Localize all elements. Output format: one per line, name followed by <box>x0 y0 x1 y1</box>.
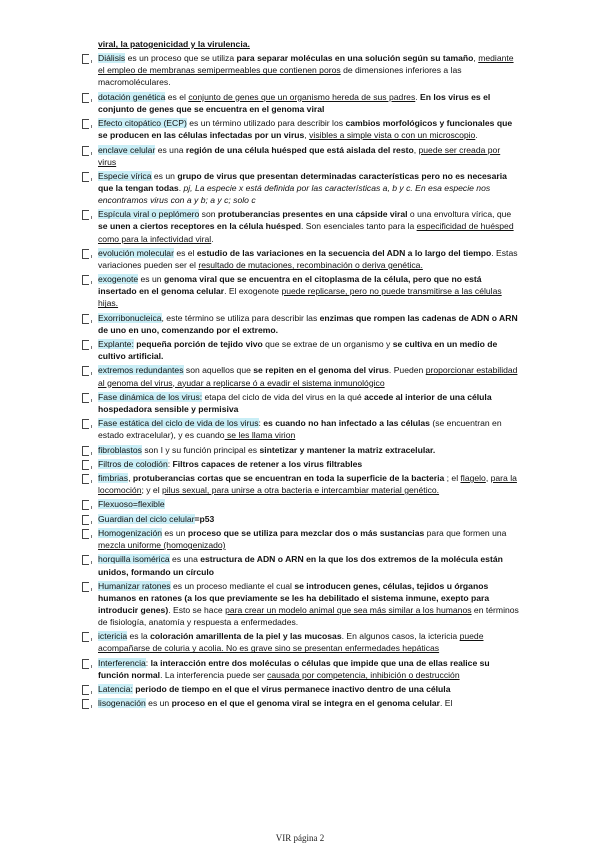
glossary-entry <box>80 444 520 456</box>
bracket-marker-icon <box>82 210 89 220</box>
glossary-term: Filtros de colodión <box>98 458 168 469</box>
glossary-term: Efecto citopático (ECP) <box>98 118 187 129</box>
glossary-entry <box>80 553 520 577</box>
bracket-marker-icon <box>82 529 89 539</box>
bracket-marker-icon <box>82 54 89 64</box>
glossary-text: , este término se utiliza para describir las <box>161 312 320 323</box>
glossary-list <box>80 38 520 712</box>
glossary-text: es el <box>165 91 189 102</box>
glossary-text: es un proceso mediante el cual <box>170 580 295 591</box>
glossary-text: es cuando no han infectado a las células <box>263 418 430 429</box>
bracket-marker-icon <box>82 515 89 525</box>
glossary-text: región de una célula huésped que está aislada del resto <box>185 144 414 155</box>
continued-text <box>80 38 520 50</box>
bracket-marker-icon <box>82 119 89 129</box>
bracket-marker-icon <box>82 500 89 510</box>
glossary-text: . <box>178 182 184 193</box>
glossary-text: (se encuentran en estado extracelular), y es cuando <box>98 418 502 441</box>
glossary-text: proporcionar estabilidad al genoma del virus, ayudar a replicarse ó a evadir el sistema inmunológico <box>98 365 518 388</box>
glossary-entry <box>80 312 520 336</box>
bracket-marker-icon <box>82 460 89 470</box>
glossary-text: =p53 <box>194 513 215 524</box>
bracket-marker-icon <box>82 366 89 376</box>
glossary-text: . Estas variaciones pueden ser el <box>98 247 518 270</box>
glossary-entry <box>80 391 520 415</box>
glossary-text: . En algunos casos, la ictericia <box>341 631 460 642</box>
glossary-text: . <box>211 233 214 244</box>
glossary-text: : <box>167 458 173 469</box>
glossary-text: : <box>258 418 264 429</box>
glossary-text: cambios morfológicos y funcionales que se producen en las células infectadas por un virus <box>98 118 513 141</box>
glossary-text: estructura de ADN o ARN en la que los dos extremos de la molécula están unidos, formando un círculo <box>98 554 503 577</box>
bracket-marker-icon <box>82 314 89 324</box>
glossary-text: es un <box>162 528 188 539</box>
glossary-text: sintetizar y mantener la matriz extracelular. <box>259 444 436 455</box>
glossary-text: la interacción entre dos moléculas o células que impide que una de ellas realice su función normal <box>98 657 490 680</box>
glossary-text: proceso que se utiliza para mezclar dos o más sustancias <box>187 528 425 539</box>
glossary-text: es una <box>169 554 201 565</box>
glossary-entry <box>80 338 520 362</box>
bracket-marker-icon <box>82 275 89 285</box>
glossary-text: flagelo <box>460 473 486 484</box>
bracket-marker-icon <box>82 699 89 709</box>
bracket-marker-icon <box>82 582 89 592</box>
bracket-marker-icon <box>82 474 89 484</box>
glossary-text: . El exogenote <box>224 286 282 297</box>
glossary-text: grupo de virus que presentan determinadas características pero no es necesaria que la tengan todas <box>98 170 507 193</box>
bracket-marker-icon <box>82 172 89 182</box>
glossary-text: coloración amarillenta de la piel y las mucosas <box>150 631 342 642</box>
glossary-term: Humanizar ratones <box>98 580 171 591</box>
glossary-text: es un proceso que se utiliza <box>125 53 237 64</box>
glossary-entry <box>80 657 520 681</box>
glossary-term: Especie vírica <box>98 170 152 181</box>
bracket-marker-icon <box>82 340 89 350</box>
glossary-term: horquilla isomérica <box>98 554 170 565</box>
glossary-text: Filtros capaces de retener a los virus filtrables <box>172 458 363 469</box>
glossary-text: conjunto de genes que un organismo hereda de sus padres <box>188 91 416 102</box>
bracket-marker-icon <box>82 446 89 456</box>
glossary-text: accede al interior de una célula hospedadora sensible y permisiva <box>98 391 492 414</box>
glossary-text: es el <box>173 247 197 258</box>
glossary-entry <box>80 458 520 470</box>
glossary-text: . <box>475 130 478 141</box>
bracket-marker-icon <box>82 685 89 695</box>
glossary-text: para que formen una <box>424 528 507 539</box>
glossary-term: Exorribonucleica <box>98 312 162 323</box>
glossary-term: dotación genética <box>98 91 166 102</box>
glossary-text: . Son esenciales tanto para la <box>301 221 417 232</box>
glossary-text: . La interferencia puede ser <box>160 669 268 680</box>
glossary-entry <box>80 513 520 525</box>
glossary-entry <box>80 417 520 441</box>
glossary-text: son I y su función principal es <box>141 444 260 455</box>
glossary-text: : <box>145 657 151 668</box>
glossary-text: ; y el <box>141 485 163 496</box>
glossary-text: visibles a simple vista o con un microscopio <box>309 130 476 141</box>
glossary-text: proceso en el que el genoma viral se integra en el genoma celular <box>171 698 441 709</box>
glossary-entry <box>80 91 520 115</box>
glossary-term: Fase estática del ciclo de vida de los virus <box>98 418 259 429</box>
glossary-entry <box>80 364 520 388</box>
bracket-marker-icon <box>82 249 89 259</box>
glossary-text: pj, La especie x está definida por las características a, b y c. En esa especie nos encontramos virus con a y b; a y c; solo c <box>98 182 491 206</box>
glossary-term: Espícula viral o peplómero <box>98 209 200 220</box>
glossary-text: es un <box>145 698 172 709</box>
glossary-entry <box>80 170 520 206</box>
glossary-entry <box>80 247 520 271</box>
bracket-marker-icon <box>82 419 89 429</box>
bracket-marker-icon <box>82 555 89 565</box>
glossary-text: se cultiva en un medio de cultivo artificial. <box>98 339 498 362</box>
glossary-text: es una <box>155 144 186 155</box>
glossary-term: fibroblastos <box>98 444 142 455</box>
glossary-text: , <box>128 473 133 484</box>
glossary-term: Homogenización <box>98 528 163 539</box>
glossary-entry <box>80 683 520 695</box>
glossary-text: , <box>473 53 479 64</box>
glossary-text: para separar moléculas en una solución según su tamaño <box>236 53 474 64</box>
glossary-term: Flexuoso=flexible <box>98 499 165 510</box>
glossary-text: enzimas que rompen las cadenas de ADN o ARN de uno en uno, comenzando por el extremo. <box>98 312 518 335</box>
glossary-entry <box>80 52 520 88</box>
glossary-text: causada por competencia, inhibición o destrucción <box>267 669 460 680</box>
bracket-marker-icon <box>82 93 89 103</box>
glossary-text: protuberancias presentes en una cápside viral <box>217 209 408 220</box>
glossary-text: de dimensiones inferiores a las macromoléculares. <box>98 65 462 88</box>
glossary-text: . <box>415 91 421 102</box>
glossary-term: extremos redundantes <box>98 365 184 376</box>
glossary-text: ; el <box>444 473 461 484</box>
glossary-entry <box>80 498 520 510</box>
glossary-term: ictericia <box>98 631 128 642</box>
glossary-text: o una envoltura vírica, que <box>407 209 512 220</box>
glossary-term: Guardian del ciclo celular <box>98 513 195 524</box>
glossary-text: es la <box>127 631 151 642</box>
glossary-text: se introducen genes, células, tejidos u órganos humanos en ratones (a los que previamente se les ha debilitado el sistema inmune, exepto para introducir genes) <box>98 580 490 615</box>
glossary-text: puede ser creada por virus <box>98 144 501 167</box>
glossary-text: puede acompañarse de coluria y acolia. No es grave sino se presentan enfermedades hepáticas <box>98 631 484 654</box>
glossary-text: pequeña porción de tejido vivo <box>136 339 263 350</box>
glossary-text: . Pueden <box>388 365 426 376</box>
page-footer: VIR página 2 <box>275 833 325 843</box>
glossary-text: en términos de fisiología, anatomía y respuesta a enfermedades. <box>98 604 519 628</box>
glossary-term: Latencia: <box>98 684 133 695</box>
glossary-entry <box>80 144 520 168</box>
glossary-entry <box>80 527 520 551</box>
glossary-text: , <box>413 144 419 155</box>
bracket-marker-icon <box>82 632 89 642</box>
bracket-marker-icon <box>82 659 89 669</box>
glossary-text: se les llama virion <box>224 430 296 441</box>
glossary-text: protuberancias cortas que se encuentran en toda la superficie de la bacteria <box>132 473 445 484</box>
glossary-text: para crear un modelo animal que sea más similar a los humanos <box>225 604 472 615</box>
glossary-entry <box>80 472 520 496</box>
glossary-entry <box>80 208 520 244</box>
glossary-text: viral, la patogenicidad y la virulencia. <box>98 39 250 49</box>
glossary-entry <box>80 630 520 654</box>
glossary-entry <box>80 580 520 628</box>
glossary-text: es un <box>138 274 164 285</box>
glossary-term: evolución molecular <box>98 247 174 258</box>
glossary-text: se repiten en el genoma del virus <box>253 365 389 376</box>
glossary-term: fimbrias <box>98 473 129 484</box>
glossary-text: es un <box>151 170 178 181</box>
glossary-text: etapa del ciclo de vida del virus en la qué <box>202 391 365 402</box>
glossary-term: Interferencia <box>98 657 146 668</box>
glossary-term: lisogenación <box>98 698 146 709</box>
glossary-text: para la locomoción <box>98 473 517 496</box>
glossary-entry <box>80 697 520 709</box>
glossary-text: , <box>304 130 310 141</box>
glossary-text: es un término utilizado para describir los <box>186 118 346 129</box>
glossary-term: enclave celular <box>98 144 156 155</box>
glossary-entry <box>80 273 520 309</box>
glossary-text: estudio de las variaciones en la secuencia del ADN a lo largo del tiempo <box>196 247 492 258</box>
glossary-text: que se extrae de un organismo y <box>262 339 393 350</box>
bracket-marker-icon <box>82 146 89 156</box>
glossary-term: Diálisis <box>98 53 126 64</box>
glossary-text: . Esto se hace <box>168 604 226 615</box>
glossary-term: Explante: <box>98 339 134 350</box>
bracket-marker-icon <box>82 393 89 403</box>
glossary-entry <box>80 117 520 141</box>
glossary-text: resultado de mutaciones, recombinación o deriva genética. <box>198 259 423 270</box>
glossary-text: pilus sexual, para unirse a otra bacteria e intercambiar material genético. <box>162 485 440 496</box>
glossary-term: Fase dinámica de los virus: <box>98 391 203 402</box>
glossary-text: En los virus es el conjunto de genes que se encuentra en el genoma viral <box>98 91 491 114</box>
glossary-text: son aquellos que <box>183 365 254 376</box>
glossary-text: puede replicarse, pero no puede transmitirse a las células hijas. <box>98 286 502 309</box>
glossary-text: periodo de tiempo en el que el virus permanece inactivo dentro de una célula <box>135 684 451 695</box>
glossary-text: , <box>485 473 491 484</box>
glossary-text: mezcla uniforme (homogenizado) <box>98 540 226 551</box>
glossary-term: exogenote <box>98 274 139 285</box>
glossary-text: son <box>199 209 218 220</box>
glossary-text: . El <box>440 698 453 709</box>
glossary-text: mediante el empleo de membranas semipermeables que contienen poros <box>98 53 514 76</box>
glossary-text: especificidad de huésped como para la infectividad viral <box>98 221 514 244</box>
glossary-text: se unen a ciertos receptores en la célula huésped <box>98 221 301 232</box>
glossary-text: genoma viral que se encuentra en el citoplasma de la célula, pero que no está insertado en el genoma celular <box>98 274 482 297</box>
